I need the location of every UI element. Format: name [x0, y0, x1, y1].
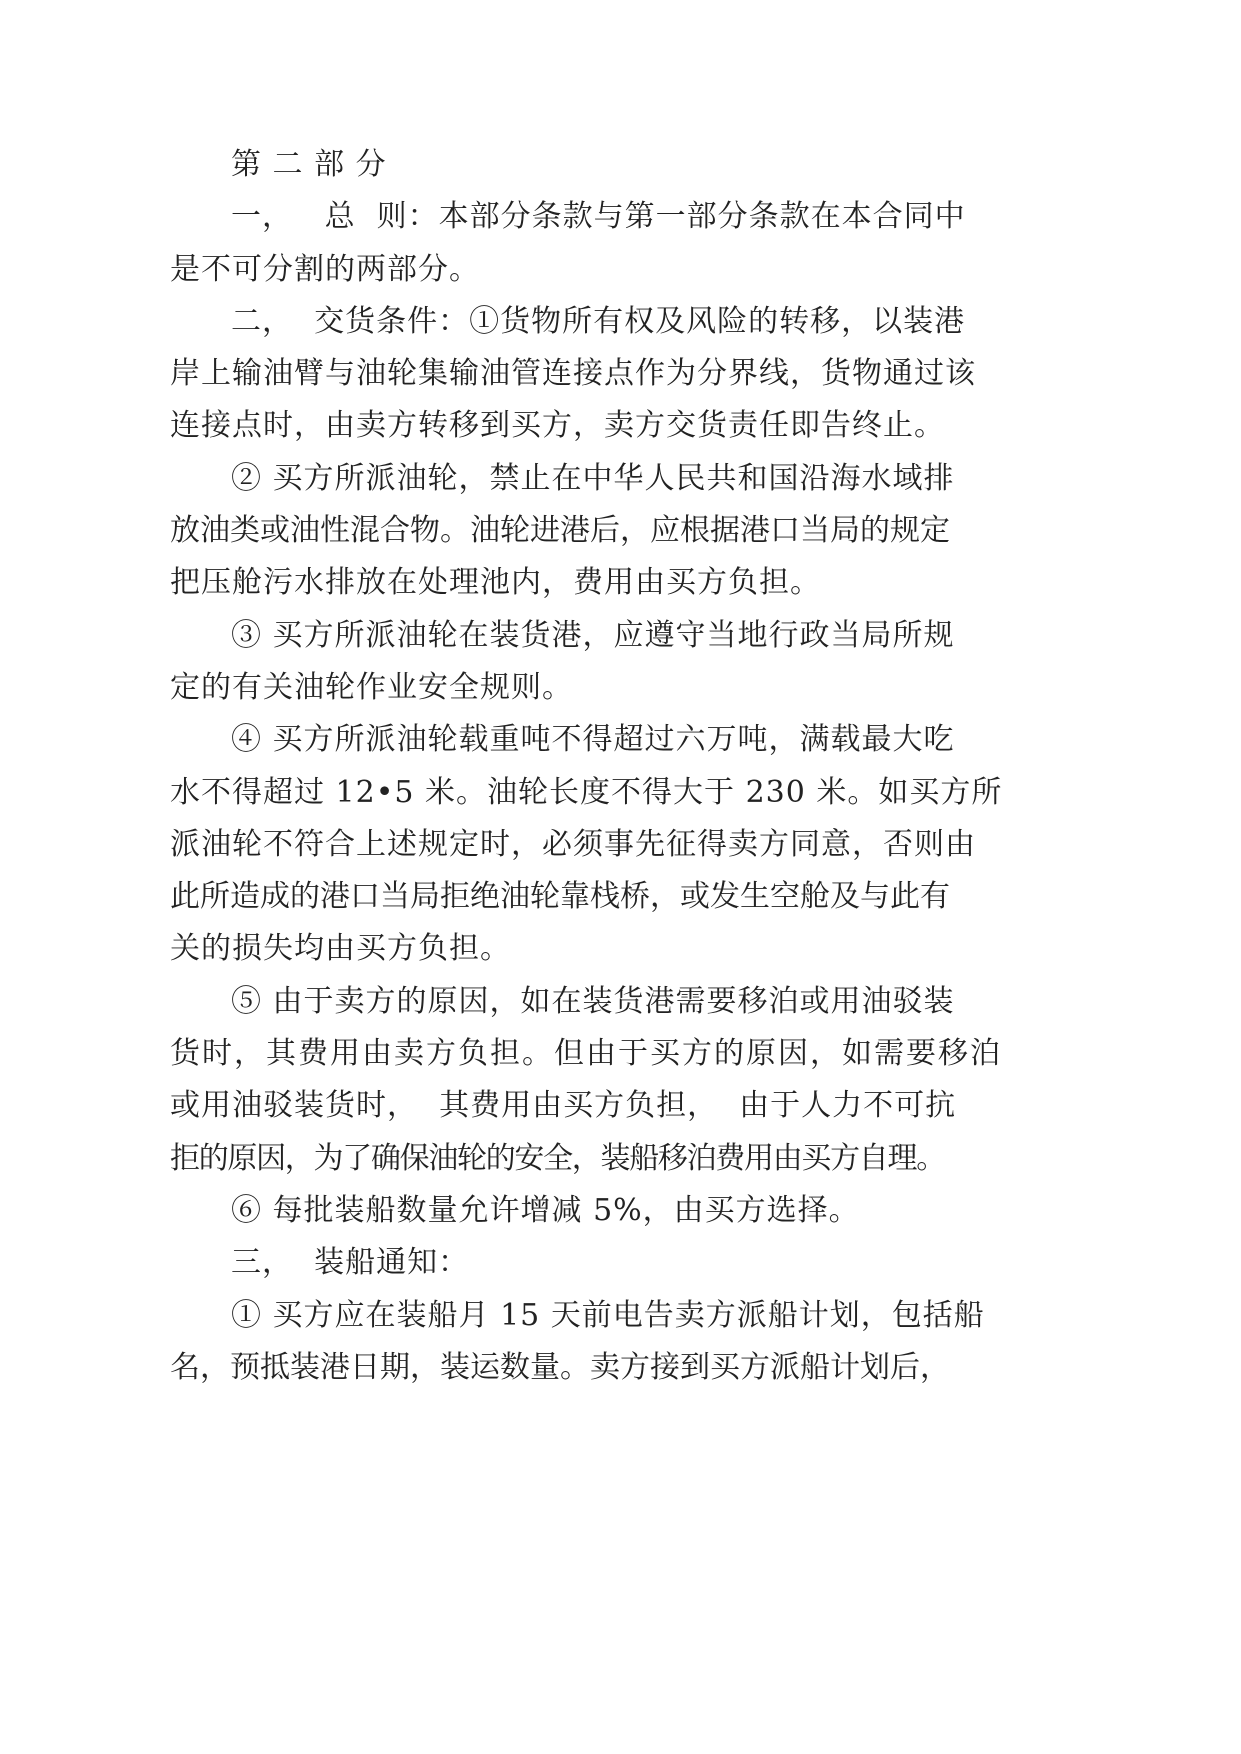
paragraph-line: ② 买方所派油轮，禁止在中华人民共和国沿海水域排	[231, 460, 955, 496]
paragraph-line: 放油类或油性混合物。油轮进港后，应根据港口当局的规定	[170, 513, 950, 549]
paragraph-line: 关的损失均由买方负担。	[170, 931, 511, 967]
paragraph-line: ⑥ 每批装船数量允许增减 5%，由买方选择。	[231, 1192, 860, 1228]
paragraph-line: 是不可分割的两部分。	[170, 251, 480, 287]
paragraph-line: ⑤ 由于卖方的原因，如在装货港需要移泊或用油驳装	[231, 983, 955, 1019]
paragraph-line: 二， 交货条件：①货物所有权及风险的转移，以装港	[231, 303, 966, 339]
paragraph-line: 三， 装船通知：	[231, 1245, 470, 1281]
paragraph-line: 派油轮不符合上述规定时，必须事先征得卖方同意，否则由	[170, 826, 976, 862]
paragraph-line: 连接点时，由卖方转移到买方，卖方交货责任即告终止。	[170, 408, 945, 444]
paragraph-line: 拒的原因，为了确保油轮的安全，装船移泊费用由买方自理。	[170, 1140, 945, 1176]
paragraph-line: 水不得超过 12•5 米。油轮长度不得大于 230 米。如买方所	[170, 774, 1003, 810]
paragraph-line: 或用油驳装货时， 其费用由买方负担， 由于人力不可抗	[170, 1088, 957, 1124]
paragraph-line: 定的有关油轮作业安全规则。	[170, 669, 573, 705]
paragraph-line: 名，预抵装港日期，装运数量。卖方接到买方派船计划后，	[170, 1349, 950, 1385]
paragraph-line: ③ 买方所派油轮在装货港，应遵守当地行政当局所规	[231, 617, 955, 653]
paragraph-line: ① 买方应在装船月 15 天前电告卖方派船计划，包括船	[231, 1297, 985, 1333]
paragraph-line: ④ 买方所派油轮载重吨不得超过六万吨，满载最大吃	[231, 722, 955, 758]
section-heading: 第 二 部 分	[231, 147, 387, 182]
paragraph-line: 一， 总 则：本部分条款与第一部分条款在本合同中	[231, 199, 966, 235]
document-page	[170, 139, 1003, 1394]
paragraph-line: 货时，其费用由卖方负担。但由于买方的原因，如需要移泊	[170, 1036, 1002, 1072]
paragraph-line: 把压舱污水排放在处理池内，费用由买方负担。	[170, 565, 821, 601]
paragraph-line: 此所造成的港口当局拒绝油轮靠栈桥，或发生空舱及与此有	[170, 879, 950, 915]
paragraph-line: 岸上输油臂与油轮集输油管连接点作为分界线，货物通过该	[170, 356, 976, 392]
